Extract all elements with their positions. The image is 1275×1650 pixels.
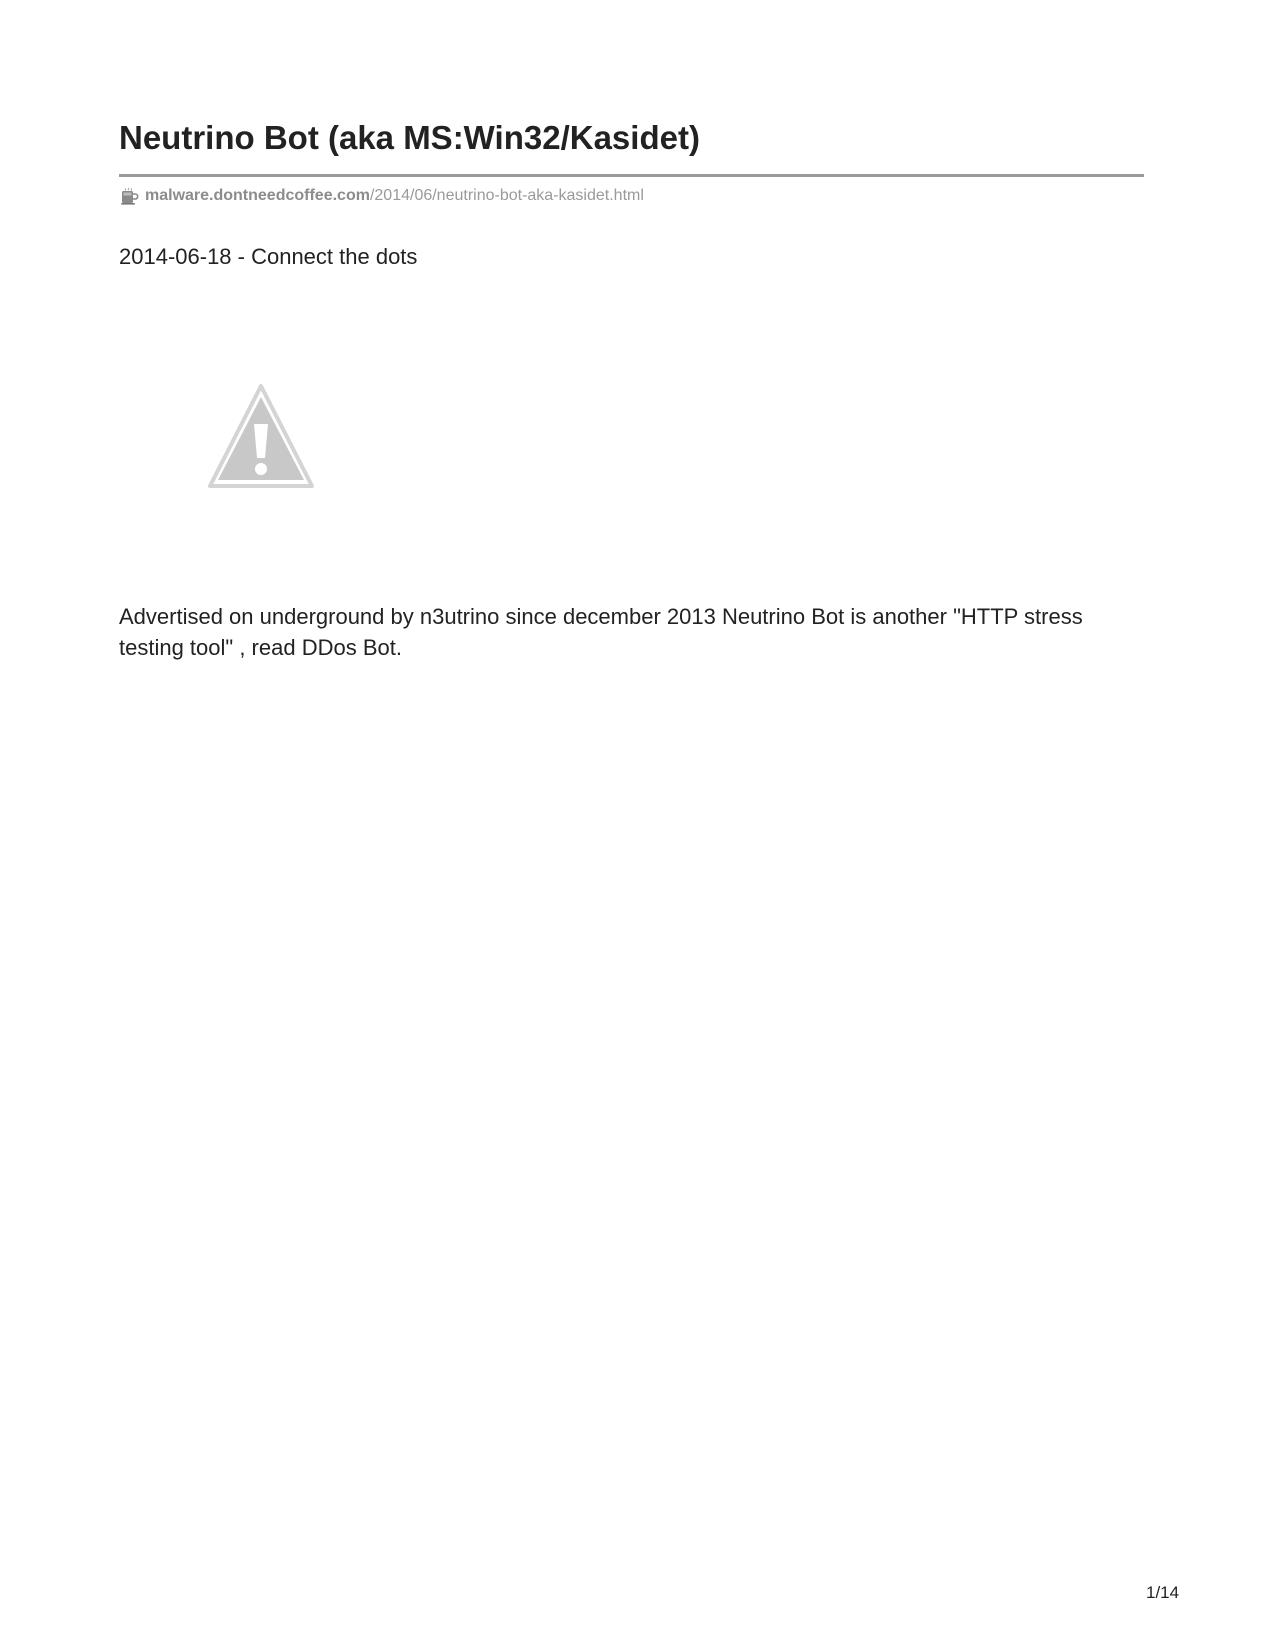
page-number: 1/14 [1146,1583,1180,1602]
warning-triangle-icon [206,382,316,492]
coffee-cup-icon [119,186,139,206]
source-path: /2014/06/neutrino-bot-aka-kasidet.html [369,187,644,204]
page-title: Neutrino Bot (aka MS:Win32/Kasidet) [119,119,700,156]
title-divider [119,174,1144,177]
image-placeholder [206,382,316,492]
body-paragraph: Advertised on underground by n3utrino since december 2013 Neutrino Bot is another "HTTP stress testing tool" , read DDos Bot. [119,604,1083,660]
source-domain: malware.dontneedcoffee.com [145,187,370,204]
source-url[interactable] [119,186,644,206]
date-line: 2014-06-18 - Connect the dots [119,244,418,269]
